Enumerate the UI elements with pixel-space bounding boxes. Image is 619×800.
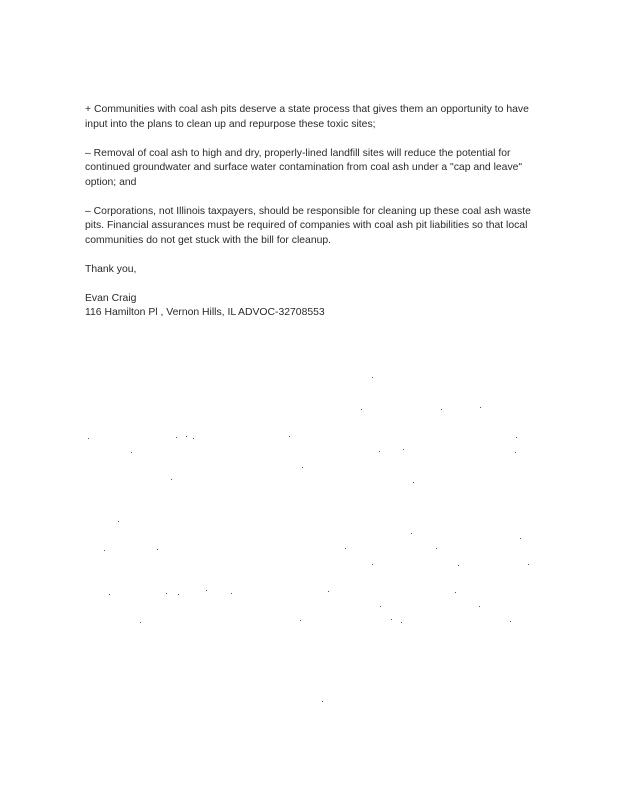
signature-block bbox=[85, 292, 535, 321]
letter-closing: Thank you, bbox=[85, 263, 137, 275]
letter-point-coal-ash-removal: – Removal of coal ash to high and dry, properly-lined landfill sites will reduce the potential for continued groundwater and surface water contamination from coal ash under a "cap and leave" option; and bbox=[85, 147, 523, 188]
letter-point-corporate-responsibility: – Corporations, not Illinois taxpayers, should be responsible for cleaning up these coal ash waste pits. Financial assurances must be required of companies with coal ash pit liabilities so that local communities do not get stuck with the bill for cleanup. bbox=[85, 205, 531, 246]
letter-body bbox=[85, 103, 535, 321]
signer-address: 116 Hamilton Pl , Vernon Hills, IL ADVOC-32708553 bbox=[85, 307, 325, 318]
letter-point-community-input: + Communities with coal ash pits deserve a state process that gives them an opportunity to have input into the plans to clean up and repurpose these toxic sites; bbox=[85, 104, 529, 130]
signer-name: Evan Craig bbox=[85, 292, 137, 304]
